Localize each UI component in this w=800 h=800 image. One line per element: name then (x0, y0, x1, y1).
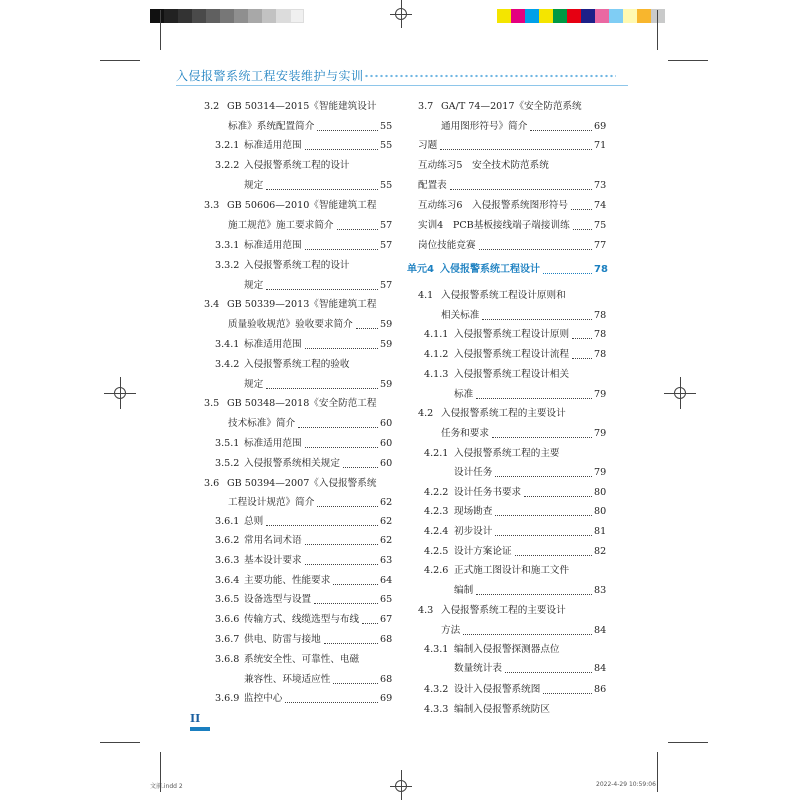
toc-entry-title: GB 50339—2013《智能建筑工程 (227, 299, 377, 310)
toc-entry-page: 59 (380, 319, 393, 330)
toc-entry-page: 78 (594, 349, 607, 360)
toc-entry-title: 系统安全性、可靠性、电磁 (244, 654, 360, 665)
toc-entry-title: 通用图形符号》简介 (441, 121, 528, 132)
toc-entry-number: 3.7 (418, 101, 434, 112)
toc-leader-dots (298, 427, 378, 428)
toc-entry-page: 71 (594, 140, 607, 151)
toc-entry-title: 设计任务书要求 (454, 487, 522, 498)
toc-leader-dots (495, 515, 592, 516)
toc-entry-page: 78 (594, 329, 607, 340)
toc-entry-page: 60 (380, 458, 393, 469)
toc-entry-number: 3.6 (204, 478, 220, 489)
toc-entry-page: 59 (380, 339, 393, 350)
toc-entry-title: 入侵报警系统工程的设计 (244, 160, 350, 171)
toc-entry-title: 编制 (454, 585, 474, 596)
toc-entry-page: 60 (380, 418, 393, 429)
toc-entry-page: 55 (380, 140, 393, 151)
toc-entry-number: 4.3.2 (424, 684, 449, 695)
toc-entry-title: GB 50394—2007《入侵报警系统 (227, 478, 377, 489)
toc-entry-number: 4.2.1 (424, 448, 449, 459)
toc-entry-title: 供电、防雷与接地 (244, 634, 321, 645)
toc-leader-dots (317, 130, 378, 131)
toc-entry-number: 4.2.6 (424, 565, 449, 576)
toc-entry-title: 标准》系统配置简介 (228, 121, 315, 132)
toc-entry-title: 入侵报警系统工程设计原则 (454, 329, 570, 340)
toc-entry-page: 62 (380, 535, 393, 546)
toc-entry-page: 82 (594, 546, 607, 557)
toc-entry-number: 4.2.5 (424, 546, 449, 557)
toc-entry-number: 3.6.6 (215, 614, 240, 625)
toc-entry-title: 习题 (418, 140, 438, 151)
toc-entry-title: 质量验收规范》验收要求简介 (228, 319, 353, 330)
toc-entry-page: 78 (594, 264, 608, 275)
toc-entry-title: 入侵报警系统工程设计 (440, 264, 540, 275)
toc-entry-title: 正式施工图设计和施工文件 (454, 565, 570, 576)
toc-entry-title: 岗位技能竞赛 (418, 240, 476, 251)
toc-leader-dots (317, 506, 378, 507)
toc-entry-page: 57 (380, 240, 393, 251)
toc-leader-dots (266, 189, 378, 190)
toc-entry-page: 68 (380, 674, 393, 685)
toc-leader-dots (337, 229, 378, 230)
header-rule (176, 85, 628, 86)
toc-entry-title: 施工规范》施工要求简介 (228, 220, 334, 231)
toc-entry-title: 总则 (244, 516, 264, 527)
toc-entry-page: 75 (594, 220, 607, 231)
toc-entry-number: 3.2.2 (215, 160, 240, 171)
toc-entry-number: 3.6.7 (215, 634, 240, 645)
toc-leader-dots (572, 338, 592, 339)
header-dots (364, 74, 616, 78)
toc-entry-number: 4.1.3 (424, 369, 449, 380)
toc-entry-title: 入侵报警系统工程的主要设计 (441, 605, 566, 616)
toc-entry-number: 3.2.1 (215, 140, 240, 151)
toc-entry-page: 80 (594, 506, 607, 517)
toc-leader-dots (495, 535, 592, 536)
toc-entry-title: 入侵报警系统工程设计相关 (454, 369, 570, 380)
toc-leader-dots (305, 149, 378, 150)
toc-entry-title: 配置表 (418, 180, 447, 191)
toc-leader-dots (524, 496, 592, 497)
toc-entry-page: 81 (594, 526, 607, 537)
toc-entry-title: 标准适用范围 (244, 240, 302, 251)
toc-entry-page: 80 (594, 487, 607, 498)
toc-entry-number: 3.6.8 (215, 654, 240, 665)
toc-entry-number: 3.3 (204, 200, 220, 211)
toc-entry-number: 3.3.1 (215, 240, 240, 251)
toc-entry-title: 互动练习5 安全技术防范系统 (418, 160, 549, 171)
toc-leader-dots (324, 643, 378, 644)
toc-leader-dots (573, 229, 592, 230)
toc-leader-dots (476, 594, 592, 595)
toc-leader-dots (333, 584, 378, 585)
toc-leader-dots (543, 693, 592, 694)
toc-entry-title: 监控中心 (244, 693, 283, 704)
toc-entry-page: 62 (380, 516, 393, 527)
toc-entry-page: 86 (594, 684, 607, 695)
toc-entry-title: 设备选型与设置 (244, 594, 312, 605)
toc-entry-title: 标准 (454, 389, 474, 400)
toc-entry-number: 3.5.2 (215, 458, 240, 469)
toc-entry-number: 3.6.3 (215, 555, 240, 566)
page-number-bar (190, 727, 210, 731)
toc-entry-page: 69 (594, 121, 607, 132)
toc-leader-dots (482, 319, 592, 320)
toc-entry-page: 74 (594, 200, 607, 211)
toc-entry-page: 55 (380, 121, 393, 132)
toc-leader-dots (362, 623, 378, 624)
toc-entry-title: 技术标准》简介 (228, 418, 296, 429)
toc-leader-dots (572, 358, 592, 359)
toc-entry-number: 3.4 (204, 299, 220, 310)
toc-entry-title: 入侵报警系统工程设计流程 (454, 349, 570, 360)
toc-entry-page: 59 (380, 379, 393, 390)
toc-leader-dots (343, 467, 378, 468)
toc-leader-dots (266, 388, 378, 389)
toc-entry-page: 67 (380, 614, 393, 625)
toc-leader-dots (476, 398, 592, 399)
toc-entry-title: 方法 (441, 625, 461, 636)
running-header: 入侵报警系统工程安装维护与实训 (176, 69, 364, 83)
toc-entry-page: 63 (380, 555, 393, 566)
toc-entry-title: 现场勘查 (454, 506, 493, 517)
toc-entry-page: 68 (380, 634, 393, 645)
toc-entry-title: 入侵报警系统工程的主要 (454, 448, 560, 459)
toc-leader-dots (440, 149, 592, 150)
toc-leader-dots (266, 525, 378, 526)
toc-leader-dots (479, 249, 592, 250)
toc-entry-title: 标准适用范围 (244, 438, 302, 449)
toc-entry-title: 初步设计 (454, 526, 493, 537)
toc-entry-title: 兼容性、环境适应性 (244, 674, 331, 685)
toc-entry-page: 79 (594, 428, 607, 439)
toc-leader-dots (305, 447, 378, 448)
toc-entry-number: 单元4 (407, 264, 434, 275)
toc-leader-dots (492, 437, 592, 438)
toc-entry-title: GB 50606—2010《智能建筑工程 (227, 200, 377, 211)
toc-entry-page: 83 (594, 585, 607, 596)
toc-entry-title: 设计入侵报警系统图 (454, 684, 541, 695)
toc-leader-dots (450, 189, 592, 190)
toc-entry-page: 69 (380, 693, 393, 704)
toc-leader-dots (530, 130, 592, 131)
toc-leader-dots (356, 328, 378, 329)
toc-leader-dots (463, 634, 592, 635)
toc-entry-title: 入侵报警系统相关规定 (244, 458, 340, 469)
toc-entry-title: 入侵报警系统工程设计原则和 (441, 290, 566, 301)
toc-entry-title: 工程设计规范》简介 (228, 497, 315, 508)
toc-entry-title: 传输方式、线缆选型与布线 (244, 614, 360, 625)
toc-entry-page: 73 (594, 180, 607, 191)
toc-entry-number: 3.6.5 (215, 594, 240, 605)
toc-entry-title: 入侵报警系统工程的设计 (244, 260, 350, 271)
toc-entry-title: 标准适用范围 (244, 140, 302, 151)
toc-leader-dots (305, 249, 378, 250)
toc-entry-number: 4.1.2 (424, 349, 449, 360)
toc-entry-number: 3.6.2 (215, 535, 240, 546)
toc-entry-number: 3.4.2 (215, 359, 240, 370)
toc-entry-title: 设计方案论证 (454, 546, 512, 557)
footer-slug-right: 2022-4-29 10:59:06 (596, 781, 656, 788)
toc-entry-title: 标准适用范围 (244, 339, 302, 350)
toc-entry-number: 4.3.3 (424, 704, 449, 715)
toc-entry-number: 3.4.1 (215, 339, 240, 350)
page-number: II (190, 712, 201, 725)
toc-leader-dots (305, 544, 378, 545)
toc-leader-dots (266, 289, 378, 290)
toc-entry-title: 入侵报警系统工程的验收 (244, 359, 350, 370)
toc-leader-dots (305, 348, 378, 349)
toc-entry-title: 编制入侵报警探测器点位 (454, 644, 560, 655)
toc-entry-title: 任务和要求 (441, 428, 489, 439)
toc-leader-dots (333, 683, 378, 684)
toc-leader-dots (314, 603, 378, 604)
toc-entry-number: 3.6.9 (215, 693, 240, 704)
toc-entry-title: GB 50314—2015《智能建筑设计 (227, 101, 377, 112)
toc-entry-title: 规定 (244, 180, 264, 191)
toc-entry-number: 4.2 (418, 408, 434, 419)
toc-entry-page: 57 (380, 220, 393, 231)
toc-entry-title: GB 50348—2018《安全防范工程 (227, 398, 377, 409)
toc-leader-dots (505, 672, 592, 673)
toc-entry-page: 64 (380, 575, 393, 586)
toc-entry-number: 3.5 (204, 398, 220, 409)
toc-entry-title: 相关标准 (441, 310, 480, 321)
toc-entry-title: 设计任务 (454, 467, 493, 478)
toc-entry-title: 入侵报警系统工程的主要设计 (441, 408, 566, 419)
toc-entry-number: 3.6.1 (215, 516, 240, 527)
toc-leader-dots (543, 273, 592, 274)
toc-entry-title: 主要功能、性能要求 (244, 575, 331, 586)
toc-entry-number: 3.5.1 (215, 438, 240, 449)
toc-entry-number: 4.2.3 (424, 506, 449, 517)
toc-entry-title: 规定 (244, 379, 264, 390)
toc-entry-page: 79 (594, 467, 607, 478)
toc-leader-dots (495, 476, 592, 477)
toc-entry-page: 84 (594, 625, 607, 636)
toc-entry-title: 互动练习6 入侵报警系统图形符号 (418, 200, 569, 211)
toc-entry-title: 基本设计要求 (244, 555, 302, 566)
toc-entry-number: 4.2.4 (424, 526, 449, 537)
toc-entry-page: 78 (594, 310, 607, 321)
toc-entry-page: 60 (380, 438, 393, 449)
footer-slug-left: 文前.indd 2 (150, 783, 183, 790)
toc-entry-page: 55 (380, 180, 393, 191)
toc-entry-page: 79 (594, 389, 607, 400)
toc-entry-page: 65 (380, 594, 393, 605)
toc-entry-title: GA/T 74—2017《安全防范系统 (441, 101, 582, 112)
toc-entry-number: 4.3 (418, 605, 434, 616)
toc-leader-dots (515, 555, 592, 556)
toc-leader-dots (571, 209, 592, 210)
toc-entry-number: 3.3.2 (215, 260, 240, 271)
toc-entry-page: 84 (594, 663, 607, 674)
toc-entry-page: 77 (594, 240, 607, 251)
toc-entry-title: 常用名词术语 (244, 535, 302, 546)
toc-entry-number: 3.2 (204, 101, 220, 112)
toc-entry-title: 编制入侵报警系统防区 (454, 704, 550, 715)
toc-entry-title: 数量统计表 (454, 663, 502, 674)
toc-entry-number: 4.1.1 (424, 329, 449, 340)
toc-entry-page: 62 (380, 497, 393, 508)
toc-entry-number: 4.1 (418, 290, 434, 301)
toc-entry-title: 规定 (244, 280, 264, 291)
toc-entry-number: 4.2.2 (424, 487, 449, 498)
toc-entry-number: 3.6.4 (215, 575, 240, 586)
toc-entry-title: 实训4 PCB基板接线端子端接训练 (418, 220, 570, 231)
toc-leader-dots (285, 702, 378, 703)
toc-entry-number: 4.3.1 (424, 644, 449, 655)
toc-leader-dots (305, 564, 378, 565)
toc-entry-page: 57 (380, 280, 393, 291)
